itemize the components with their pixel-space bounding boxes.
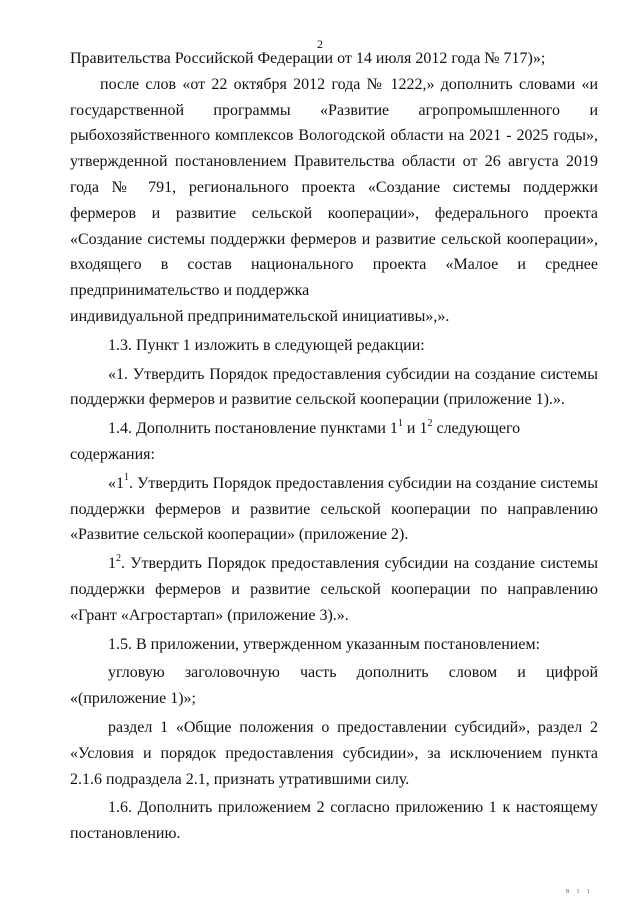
- paragraph-quote-1: «1. Утвердить Порядок предоставления субсидии на создание системы поддержки фермеров и развитие сельской кооперации (приложение 1).».: [70, 365, 598, 409]
- paragraph-corner-heading: угловую заголовочную часть дополнить словом и цифрой «(приложение 1)»;: [70, 664, 598, 708]
- paragraph-point-1-2: $1^2$. Утвердить Порядок предоставления субсидии на создание системы поддержки фермеров и развитие сельской кооперации по направлению «Грант «Агростартап» (приложение 3).».: [70, 552, 598, 624]
- superscript-1: 1: [397, 417, 403, 429]
- superscript-1b: 1: [124, 472, 129, 484]
- paragraph-2: после слов «от 22 октября 2012 года № 1222,» дополнить словами «и государственной программы «Развитие агропромышленного и рыбохозяйственного комплексов Вологодской области на 2021 - 2025 годы», утвержденной постановлением Правительства области от 26 августа 2019 года № 791, регионального проекта «Создание системы поддержки фермеров и развитие сельской кооперации», федерального проекта «Создание системы поддержки фермеров и развитие сельской кооперации», входящего в состав национального проекта «Малое и среднее предпринимательство и поддержка: [70, 75, 598, 300]
- paragraph-1-5: 1.5. В приложении, утвержденном указанным постановлением:: [108, 635, 541, 653]
- superscript-2b: 2: [116, 552, 121, 564]
- scan-mark: 8 1 1: [566, 889, 593, 895]
- paragraph-1-3: 1.3. Пункт 1 изложить в следующей редакции:: [108, 336, 425, 354]
- document-body: [70, 46, 598, 847]
- paragraph-1-4: 1.4. Дополнить постановление пунктами $1^1$ и $1^2$ следующего содержания:: [70, 417, 521, 463]
- paragraph-1-6: 1.6. Дополнить приложением 2 согласно приложению 1 к настоящему постановлению.: [70, 799, 598, 843]
- page-number: 2: [317, 37, 323, 51]
- paragraph-sections: раздел 1 «Общие положения о предоставлении субсидий», раздел 2 «Условия и порядок предоставления субсидии», за исключением пункта 2.1.6 подраздела 2.1, признать утратившими силу.: [70, 718, 598, 788]
- paragraph-1: Правительства Российской Федерации от 14 июля 2012 года № 717)»;: [70, 50, 546, 67]
- superscript-2: 2: [427, 417, 433, 429]
- paragraph-point-1-1: «$1^1$. Утвердить Порядок предоставления субсидии на создание системы поддержки фермеров и развитие сельской кооперации по направлению «Развитие сельской кооперации» (приложение 2).: [70, 472, 598, 544]
- paragraph-2-end: индивидуальной предпринимательской инициативы»,».: [70, 307, 450, 325]
